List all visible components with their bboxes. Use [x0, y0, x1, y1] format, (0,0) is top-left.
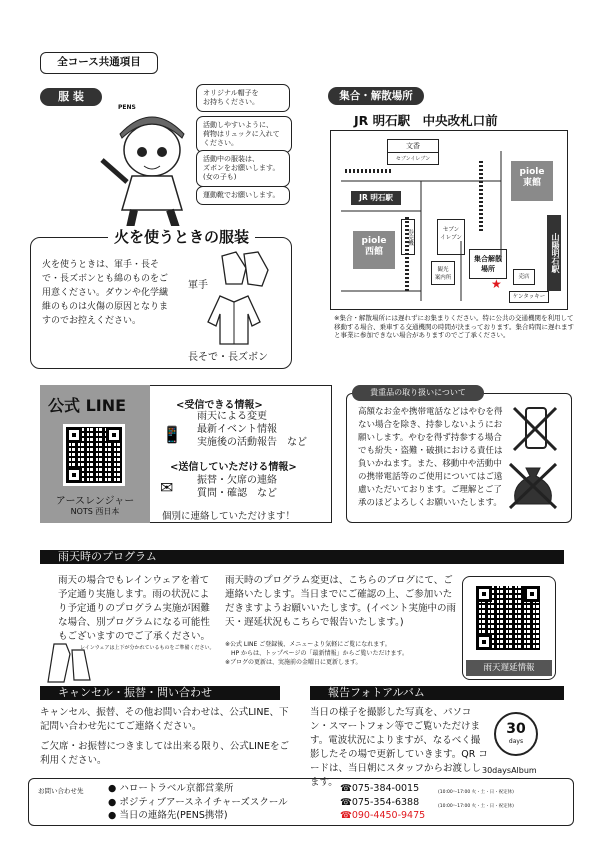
- mail-icon: ✉: [160, 478, 174, 497]
- bubble-cap: オリジナル帽子を お持ちください。: [196, 84, 290, 112]
- map-piole-west: piole 西館: [353, 231, 395, 269]
- contact-name-1: ハロートラベル京都営業所: [119, 783, 234, 794]
- fire-title: 火を使うときの服装: [108, 226, 255, 247]
- rain-bar: 雨天時のプログラム: [40, 550, 564, 564]
- line-title: 公式 LINE: [48, 396, 127, 415]
- meeting-note: ※集合・解散場所には遅れずにお集まりください。特に公共の交通機関を利用して移動する場合、乗車する交通機関の時間が決まっております。集合時間に遅れますと事業に参加できない場合がありますのでご了承ください。: [334, 314, 574, 339]
- cancel-body-1: キャンセル、振替、その他お問い合わせは、公式LINE、下記問い合わせ先にてご連絡ください。: [40, 707, 289, 732]
- sleeves-label: 長そで・長ズボン: [188, 352, 268, 363]
- map-tourist-info: 観光 案内所: [431, 261, 455, 285]
- receive-item: 最新イベント情報: [197, 424, 277, 435]
- line-account-name: アースレンジャー: [55, 496, 135, 507]
- album-logo: [494, 712, 538, 756]
- map-piole-east: piole 東館: [511, 161, 553, 201]
- station-map: [330, 130, 568, 310]
- meeting-place: JR 明石駅 中央改札口前: [354, 113, 498, 128]
- contact-tel-2[interactable]: ☎075-354-6388: [340, 796, 420, 808]
- contact-tel-3[interactable]: ☎090-4450-9475: [340, 810, 426, 821]
- gloves-icon: [216, 248, 272, 290]
- contacts-hours: [438, 786, 514, 813]
- contact-tel-1[interactable]: ☎075-384-0015: [340, 783, 420, 794]
- no-money-icon: [506, 458, 560, 512]
- no-phone-icon: [512, 404, 558, 454]
- common-items-header: 全コース共通項目: [40, 52, 158, 74]
- map-seven-top: セブンイレブン: [388, 152, 438, 165]
- rain-left-text: 雨天の場合でもレインウェアを着て予定通り実施します。雨の状況により予定通りのプログラム実施が困難な場合、別プログラムになる可能性もございますのでご了承ください。: [58, 575, 211, 642]
- contacts-phones: [340, 782, 425, 823]
- album-badge-number: 30: [506, 721, 526, 737]
- contact-hours-2: (10:00〜17:00 火・土・日・祝定休): [438, 803, 514, 809]
- valuables-title: 貴重品の取り扱いについて: [352, 385, 484, 401]
- map-sanyo-akashi: 山陽明石駅: [547, 215, 561, 291]
- contacts-list: [108, 782, 288, 823]
- rain-qr-label: 雨天遅延情報: [466, 660, 552, 676]
- contacts-label: お問い合わせ先: [38, 787, 84, 795]
- send-item: 振替・欠席の連絡: [197, 475, 277, 486]
- map-ticket-machine: 券売機: [401, 219, 415, 255]
- meeting-star-icon: ★: [491, 277, 502, 291]
- rain-right-notes: ※公式 LINE ご登録後、メニューより気軽にご覧になれます。 HP からは、トップページの「最新情報」からご覧いただけます。 ※ブログの更新は、実施前の金曜日に更新します。: [225, 641, 409, 666]
- send-head: <送信していただける情報>: [170, 462, 297, 473]
- contact-hours-1: (10:00〜17:00 火・土・日・祝定休): [438, 790, 514, 795]
- map-kfc: ケンタッキー: [509, 291, 549, 303]
- album-body: 当日の様子を撮影した写真を、パソコン・スマートフォン等でご覧いただけます。電波状況によりますが、なるべく撮影したその場で更新していきます。QR コードは、当日朝にスタッフからお渡しします。: [310, 707, 488, 788]
- cancel-bar: キャンセル・振替・問い合わせ: [40, 686, 280, 700]
- send-item: 質問・確認 など: [197, 488, 277, 499]
- bubble-pants: 活動中の服装は、 ズボンをお願いします。 (女の子も): [196, 150, 290, 187]
- meeting-title: 集合・解散場所: [328, 87, 424, 105]
- contact-item-2: ● ポジティブアースネイチャーズスクール: [108, 796, 288, 808]
- map-bunbo: 文香: [406, 142, 420, 150]
- long-sleeves-icon: [206, 292, 262, 346]
- contact-name-3: 当日の連絡先(PENS携帯): [119, 810, 228, 821]
- cancel-body-2: ご欠席・お振替につきましては出来る限り、公式LINEをご利用ください。: [40, 741, 290, 766]
- receive-list: [197, 410, 307, 449]
- mascot-illustration: [92, 100, 212, 230]
- rain-qr-code[interactable]: [476, 586, 540, 650]
- receive-head: <受信できる情報>: [176, 400, 263, 411]
- mascot-cap-text: PENS: [118, 104, 136, 111]
- line-footer: 個別に連絡していただけます！: [162, 511, 296, 522]
- phone-icon: 📱: [162, 425, 182, 444]
- rain-left-note: レインウェアは上下が分かれているものをご準備ください。: [80, 645, 215, 651]
- receive-item: 雨天による変更: [197, 411, 267, 422]
- rain-right-text: 雨天時のプログラム変更は、こちらのブログにて、ご連絡いたします。当日までにご確認の上、ご参加いただきますようお願いいたします。(イベント実施中の雨天・遅延状況もこちらで報告いたします。): [225, 575, 456, 628]
- send-list: [197, 474, 277, 500]
- valuables-body: 高額なお金や携帯電話などはやむを得ない場合を除き、持参しないようにお願いします。やむを得ず持参する場合でも紛失・盗難・破損における責任は負いかねます。また、移動中や活動中の携帯電話等のご使用についてはご遠慮いただいております。ご理解とご了承のほどよろしくお願いいたします。: [358, 407, 503, 508]
- line-org: NOTS 西日本: [70, 507, 120, 516]
- contact-item-1: ● ハロートラベル京都営業所: [108, 783, 234, 794]
- album-name: 30daysAlbum: [482, 766, 537, 775]
- map-meeting-point: 集合解散 場所: [469, 249, 507, 279]
- bubble-shoes: 運動靴でお願いします。: [196, 186, 290, 205]
- line-qr-code[interactable]: [63, 424, 125, 486]
- map-jr-akashi: JR 明石駅: [351, 191, 401, 205]
- map-seven-mid: セブン イレブン: [437, 219, 465, 255]
- gloves-label: 軍手: [188, 280, 208, 291]
- bubble-backpack: 活動しやすいように、 荷物はリュックに入れて ください。: [196, 116, 292, 153]
- fire-body: 火を使うときは、軍手・長そで・長ズボンとも綿のものをご用意ください。ダウンや化学繊維のものは火傷の原因となりますのでお控えください。: [42, 260, 169, 326]
- contact-name-2: ポジティブアースネイチャーズスクール: [119, 796, 288, 808]
- clothing-title: 服 装: [40, 88, 102, 106]
- map-shop: 売店: [513, 269, 535, 285]
- receive-item: 実施後の活動報告 など: [197, 437, 307, 448]
- album-bar: 報告フォトアルバム: [310, 686, 564, 700]
- album-badge-unit: days: [508, 738, 524, 745]
- contact-item-3: ● 当日の連絡先(PENS携帯): [108, 810, 228, 821]
